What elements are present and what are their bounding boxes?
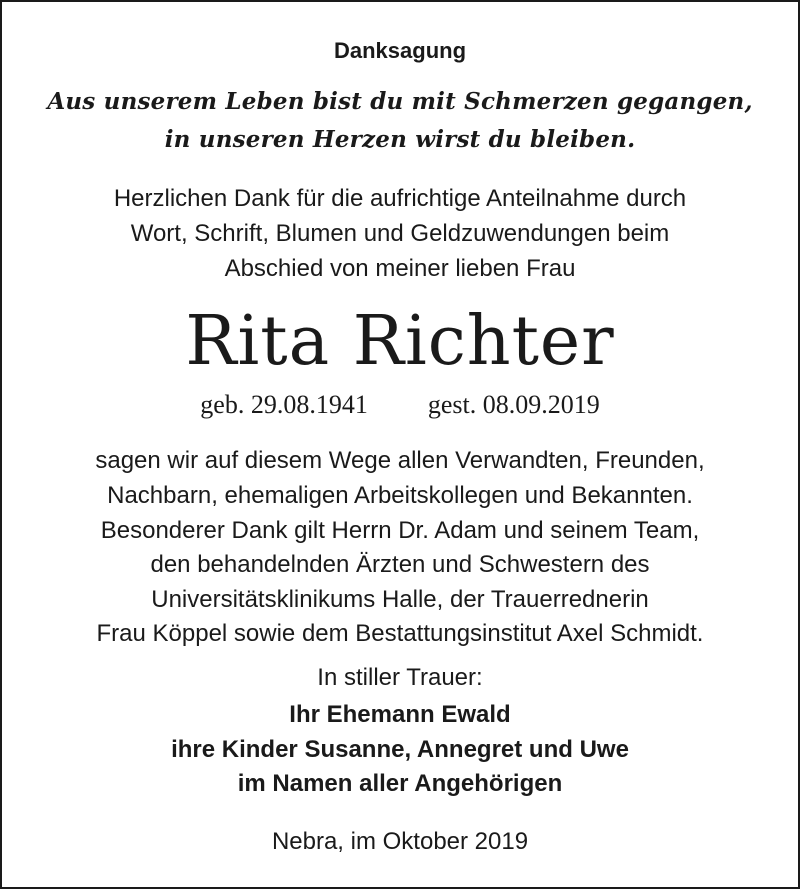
life-dates (2, 390, 798, 420)
thanks-line-6: Frau Köppel sowie dem Bestattungsinstitut Axel Schmidt. (96, 620, 704, 647)
place-date: Nebra, im Oktober 2019 (271, 828, 529, 855)
thanks-line-4: den behandelnden Ärzten und Schwestern des (150, 551, 650, 578)
mourner-line-1: Ihr Ehemann Ewald (289, 701, 511, 728)
thanks-line-5: Universitätsklinikums Halle, der Trauerrednerin (151, 586, 649, 613)
quote-line-2: in unseren Herzen wirst du bleiben. (164, 126, 636, 153)
mourning-label: In stiller Trauer: (317, 664, 483, 691)
thanks-line-1: sagen wir auf diesem Wege allen Verwandten, Freunden, (95, 447, 705, 474)
deceased-name: Rita Richter (185, 302, 615, 381)
mourner-line-3: im Namen aller Angehörigen (237, 770, 563, 797)
thanks-line-3: Besonderer Dank gilt Herrn Dr. Adam und seinem Team, (100, 517, 700, 544)
quote-line-1: Aus unserem Leben bist du mit Schmerzen gegangen, (47, 88, 753, 115)
notice-title: Danksagung (333, 38, 467, 63)
intro-line-1: Herzlichen Dank für die aufrichtige Anteilnahme durch (113, 185, 687, 212)
intro-line-2: Wort, Schrift, Blumen und Geldzuwendungen beim (130, 220, 670, 247)
thanks-line-2: Nachbarn, ehemaligen Arbeitskollegen und Bekannten. (107, 482, 693, 509)
mourner-line-2: ihre Kinder Susanne, Annegret und Uwe (171, 736, 629, 763)
intro-line-3: Abschied von meiner lieben Frau (224, 255, 576, 282)
death-date: gest. 08.09.2019 (427, 390, 600, 419)
birth-date: geb. 29.08.1941 (200, 390, 368, 419)
